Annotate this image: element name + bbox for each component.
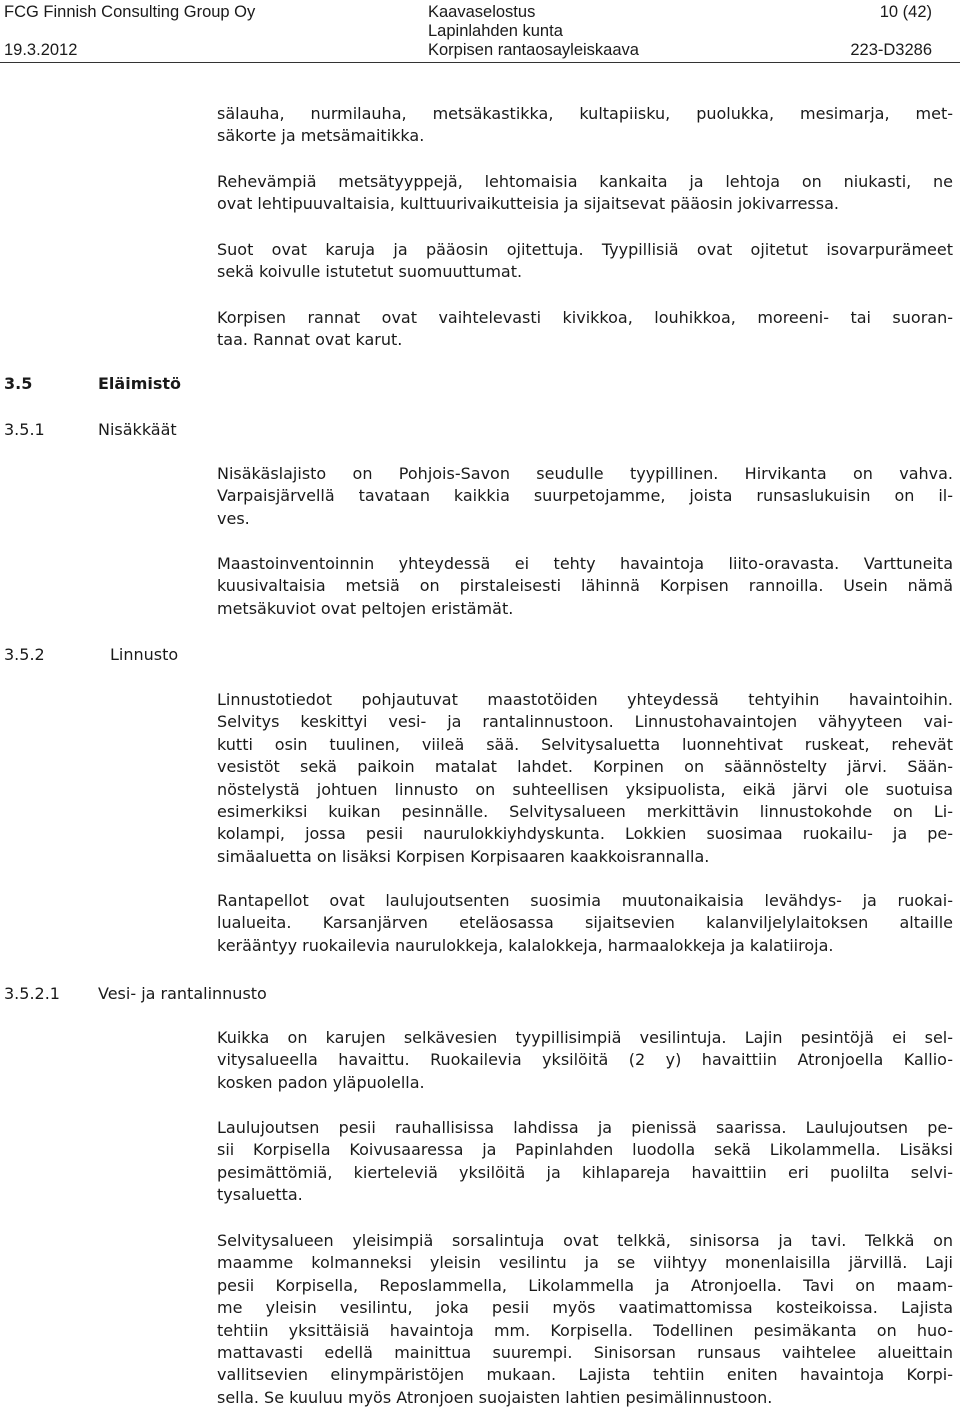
text-line: Varpaisjärvellä tavataan kaikkia suurpetojamme, joista runsaslukuisin on il- xyxy=(217,486,953,506)
section-number: 3.5.1 xyxy=(4,420,45,439)
section-heading-3-5-2 xyxy=(4,644,178,666)
text-line: pesii Korpisella, Reposlammella, Likolammella ja Atronjoella. Tavi on maam- xyxy=(217,1275,953,1295)
text-line: lualueita. Karsanjärven eteläosassa sijaitsevien kalanviljelylaitoksen altaille xyxy=(217,913,953,933)
text-line: sii Korpisella Koivusaaressa ja Papinlahden luodolla sekä Likolammella. Lisäksi xyxy=(217,1140,953,1160)
text-line: metsäkuviot ovat peltojen eristämät. xyxy=(217,598,514,618)
text-line: Korpisen rannat ovat vaihtelevasti kivikkoa, louhikkoa, moreeni- tai suoran- xyxy=(217,308,953,327)
text-line: maamme kolmanneksi yleisin vesilintu ja se viihtyy monenlaisilla järvillä. Laji xyxy=(217,1253,953,1273)
text-line: Suot ovat karuja ja pääosin ojitettuja. Tyypillisiä ovat ojitetut isovarpurämeet xyxy=(217,240,953,259)
text-line: mattavasti edellä mainittua suurempi. Sinisorsan runsaus vaihtelee alueittain xyxy=(217,1343,953,1363)
header-company: FCG Finnish Consulting Group Oy xyxy=(4,3,256,21)
text-line: Selvitysalueen yleisimpiä sorsalintuja ovat telkkä, sinisorsa ja tavi. Telkkä on xyxy=(217,1231,953,1250)
header-date: 19.3.2012 xyxy=(4,41,78,59)
text-line: esimerkiksi kuikan pesinnälle. Selvitysalueen merkittävin linnustokohde on Li- xyxy=(217,802,953,822)
section-title: Linnusto xyxy=(110,645,179,664)
section-number: 3.5.2.1 xyxy=(4,984,60,1003)
text-line: vitysalueella havaittu. Ruokailevia yksilöitä (2 y) havaittiin Atronjoella Kallio- xyxy=(217,1050,953,1070)
text-line: sella. Se kuuluu myös Atronjoen suojaisten lahtien pesimälinnustoon. xyxy=(217,1387,773,1407)
paragraph-black-throated-diver xyxy=(217,1027,953,1094)
text-line: Linnustotiedot pohjautuvat maastotöiden yhteydessä tehtyihin havaintoihin. xyxy=(217,690,953,709)
text-line: kolampi, jossa pesii naurulokkiyhdyskunta. Lokkien suosimaa ruokailu- ja pe- xyxy=(217,824,953,844)
text-line: Rehevämpiä metsätyyppejä, lehtomaisia kankaita ja lehtoja on niukasti, ne xyxy=(217,172,953,191)
text-line: taa. Rannat ovat karut. xyxy=(217,330,403,350)
header-document-code: 223-D3286 xyxy=(850,41,932,59)
text-line: vesistöt sekä paikoin matalat lahdet. Korpinen on säännöstelty järvi. Sään- xyxy=(217,757,953,777)
text-line: Selvitys keskittyi vesi- ja rantalinnustoon. Linnustohavaintojen vähyyteen vai- xyxy=(217,712,953,732)
text-line: kerääntyy ruokailevia naurulokkeja, kalalokkeja, harmaalokkeja ja kalatiiroja. xyxy=(217,935,834,955)
text-line: vallitsevien elinympäristöjen mukaan. Lajista tehtiin eniten havaintoja Korpi- xyxy=(217,1365,953,1385)
text-line: tysaluetta. xyxy=(217,1185,303,1205)
text-line: Kuikka on karujen selkävesien tyypillisimpiä vesilintuja. Lajin pesintöjä ei sel- xyxy=(217,1028,953,1047)
text-line: ovat lehtipuuvaltaisia, kulttuurivaikutteisia ja sijaitsevat pääosin jokivarressa. xyxy=(217,194,839,214)
section-title: Nisäkkäät xyxy=(98,420,177,439)
paragraph-rich-forest-types xyxy=(217,171,953,216)
section-heading-3-5 xyxy=(4,373,181,395)
paragraph-mammals xyxy=(217,463,953,530)
header-divider xyxy=(0,62,960,63)
section-title: Vesi- ja rantalinnusto xyxy=(98,984,267,1003)
section-heading-3-5-1 xyxy=(4,419,177,441)
section-number: 3.5.2 xyxy=(4,645,45,664)
text-line: sälauha, nurmilauha, metsäkastikka, kultapiisku, puolukka, mesimarja, met- xyxy=(217,104,953,123)
text-line: nöstelystä johtuen linnusto on suhteellisen yksipuolista, eikä järvi ole suotuisa xyxy=(217,779,953,799)
header-plan-name: Korpisen rantaosayleiskaava xyxy=(428,41,639,59)
text-line: Laulujoutsen pesii rauhallisissa lahdissa ja pienissä saarissa. Laulujoutsen pe- xyxy=(217,1118,953,1137)
text-line: simäaluetta on lisäksi Korpisen Korpisaaren kaakkoisrannalla. xyxy=(217,846,710,866)
text-line: pesimättömiä, kierteleviä yksilöitä ja kihlapareja havaittiin eri puolilta selvi- xyxy=(217,1162,953,1182)
text-line: säkorte ja metsämaitikka. xyxy=(217,126,425,146)
paragraph-ducks xyxy=(217,1230,953,1409)
text-line: sekä koivulle istutetut suomuuttumat. xyxy=(217,262,523,282)
paragraph-whooper-swan xyxy=(217,1117,953,1207)
text-line: Rantapellot ovat laulujoutsenten suosimia muutonaikaisia levähdys- ja ruokai- xyxy=(217,891,953,910)
paragraph-fields-and-gulls xyxy=(217,890,953,957)
paragraph-vegetation xyxy=(217,103,953,148)
text-line: kosken padon yläpuolella. xyxy=(217,1072,425,1092)
text-line: kuusivaltaisia metsiä on pirstaleisesti lähinnä Korpisen rannoilla. Usein nämä xyxy=(217,576,953,596)
text-line: kutti osin tuulinen, viileä sää. Selvitysaluetta luonnehtivat ruskeat, rehevät xyxy=(217,734,953,754)
text-line: Nisäkäslajisto on Pohjois-Savon seudulle tyypillinen. Hirvikanta on vahva. xyxy=(217,464,953,483)
section-title: Eläimistö xyxy=(98,374,182,393)
header-page-number: 10 (42) xyxy=(879,3,932,21)
text-line: ves. xyxy=(217,508,250,528)
text-line: me yleisin vesilintu, joka pesii myös vaatimattomissa kosteikoissa. Lajista xyxy=(217,1298,953,1318)
paragraph-mires xyxy=(217,239,953,284)
text-line: tehtiin yksittäisiä havaintoja mm. Korpisella. Todellinen pesimäkanta on huo- xyxy=(217,1320,953,1340)
header-municipality: Lapinlahden kunta xyxy=(428,22,563,40)
text-line: Maastoinventoinnin yhteydessä ei tehty havaintoja liito-oravasta. Varttuneita xyxy=(217,554,953,573)
section-heading-3-5-2-1 xyxy=(4,983,267,1005)
paragraph-flying-squirrel xyxy=(217,553,953,620)
paragraph-bird-survey xyxy=(217,689,953,868)
paragraph-shores xyxy=(217,307,953,352)
section-number: 3.5 xyxy=(4,374,33,393)
header-doc-type: Kaavaselostus xyxy=(428,3,536,21)
